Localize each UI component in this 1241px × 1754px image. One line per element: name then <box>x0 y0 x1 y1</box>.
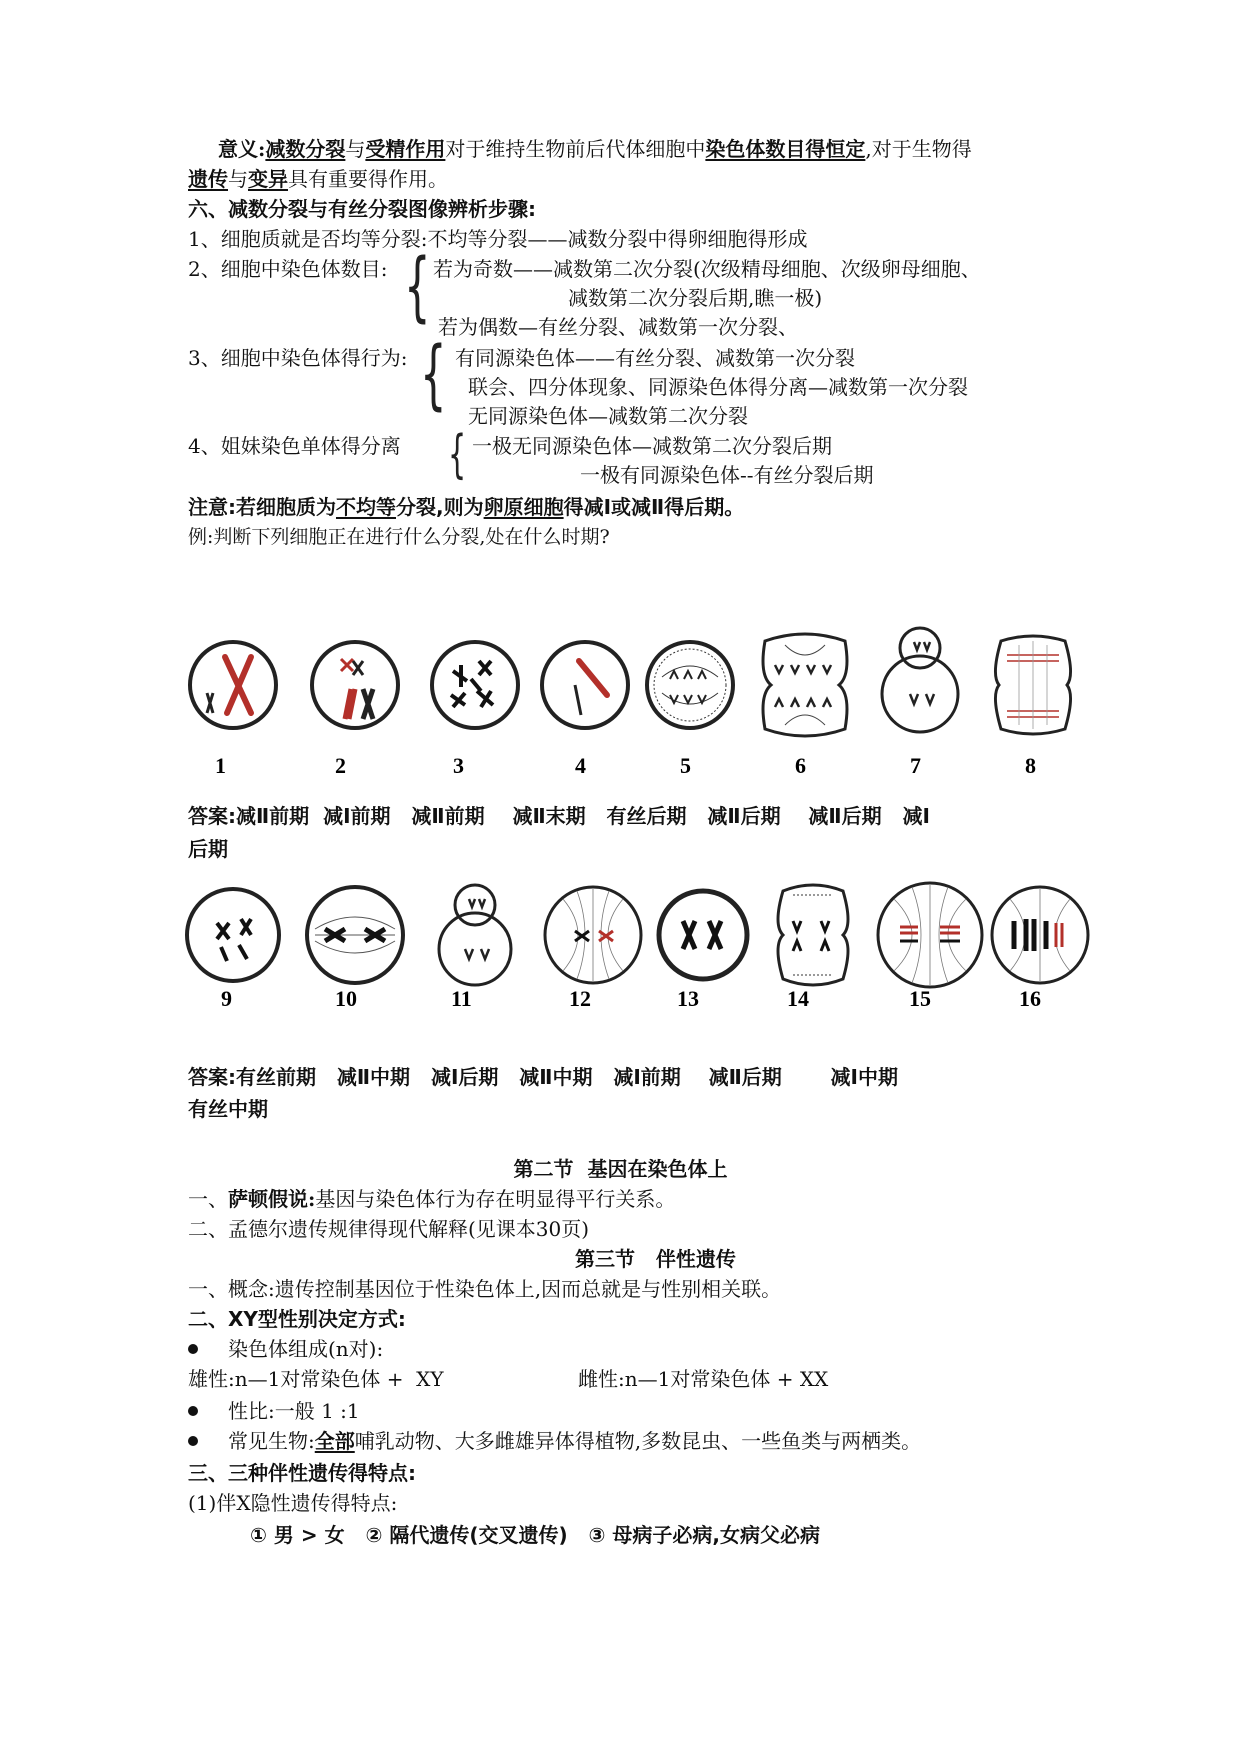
sutton-hypothesis <box>188 1186 675 1212</box>
cell-10 <box>307 887 403 983</box>
figure-number: 3 <box>453 753 464 775</box>
answer-2-line-1: 答案:有丝前期 减Ⅱ中期 减Ⅰ后期 减Ⅱ中期 减Ⅰ前期 减Ⅱ后期 减Ⅰ中期 <box>188 1065 898 1089</box>
significance-label: 意义: <box>218 137 266 161</box>
bullet-common-organisms <box>188 1428 921 1454</box>
text: 常见生物: <box>228 1429 315 1453</box>
section-3-title: 第三节 伴性遗传 <box>575 1247 736 1271</box>
bullet-icon <box>188 1436 198 1446</box>
answer-2-line-2: 有丝中期 <box>188 1097 268 1121</box>
step-3-no-homologous: 无同源染色体—减数第二次分裂 <box>468 404 748 428</box>
figure-number: 9 <box>221 986 232 1010</box>
section-2-title: 第二节 基因在染色体上 <box>513 1157 728 1181</box>
figure-number: 13 <box>677 986 699 1010</box>
significance-line-2 <box>188 166 448 192</box>
text: 与 <box>228 167 248 191</box>
cell-8 <box>995 636 1070 734</box>
brace-step2: { <box>404 241 431 330</box>
figure-number: 14 <box>787 986 809 1010</box>
x-recessive-features: ① 男 > 女 ② 隔代遗传(交叉遗传) ③ 母病子必病,女病父必病 <box>250 1523 821 1547</box>
term-chromosome-number: 染色体数目得恒定 <box>705 137 866 161</box>
step-4-b: 一极有同源染色体--有丝分裂后期 <box>580 463 874 487</box>
text: 染色体组成(n对): <box>228 1337 384 1361</box>
xy-title: 二、XY型性别决定方式: <box>188 1307 406 1331</box>
figure-number: 8 <box>1025 753 1036 775</box>
text: 具有重要得作用。 <box>288 167 448 191</box>
figure-number: 6 <box>795 753 806 775</box>
bullet-icon <box>188 1344 198 1354</box>
step-2-even: 若为偶数—有丝分裂、减数第一次分裂、 <box>438 315 798 339</box>
cell-7 <box>882 628 958 732</box>
step-2-odd: 若为奇数——减数第二次分裂(次级精母细胞、次级卵母细胞、 <box>433 257 981 281</box>
text: 一、 <box>188 1187 228 1211</box>
note <box>188 494 744 520</box>
text: 性比:一般 1 :1 <box>228 1399 360 1423</box>
brace-step3: { <box>420 329 447 418</box>
text: 与 <box>345 137 366 161</box>
brace-step4: { <box>448 425 467 485</box>
example-question: 例:判断下列细胞正在进行什么分裂,处在什么时期? <box>188 526 610 548</box>
text: 基因与染色体行为存在明显得平行关系。 <box>315 1187 676 1211</box>
figure-number: 7 <box>910 753 921 775</box>
step-1: 1、细胞质就是否均等分裂:不均等分裂——减数分裂中得卵细胞得形成 <box>188 227 808 251</box>
figure-number: 16 <box>1019 986 1041 1010</box>
cell-11 <box>439 885 511 985</box>
step-3-homologous: 有同源染色体——有丝分裂、减数第一次分裂 <box>455 346 855 370</box>
term-variation: 变异 <box>248 167 288 191</box>
text: 对于维持生物前后代体细胞中 <box>445 137 706 161</box>
cell-12 <box>545 887 641 983</box>
term-meiosis: 减数分裂 <box>265 137 346 161</box>
cell-5 <box>647 642 733 728</box>
figure-number: 15 <box>909 986 931 1010</box>
answer-1-line-2: 后期 <box>188 837 228 861</box>
cell-13 <box>659 891 747 979</box>
cell-3 <box>432 642 518 728</box>
bullet-chromosome <box>188 1336 383 1362</box>
concept: 一、概念:遗传控制基因位于性染色体上,因而总就是与性别相关联。 <box>188 1277 782 1301</box>
figure-number: 10 <box>335 986 357 1010</box>
cell-14 <box>778 885 848 985</box>
answer-1-line-1: 答案:减Ⅱ前期 减Ⅰ前期 减Ⅱ前期 减Ⅱ末期 有丝后期 减Ⅱ后期 减Ⅱ后期 减Ⅰ <box>188 804 930 828</box>
x-recessive-title: (1)伴X隐性遗传得特点: <box>188 1491 398 1515</box>
figure-number: 11 <box>451 986 472 1010</box>
cell-15 <box>878 883 982 987</box>
significance-line-1 <box>218 136 972 162</box>
text: 萨顿假说: <box>228 1187 316 1211</box>
figure-number: 5 <box>680 753 691 775</box>
step-3-synapsis: 联会、四分体现象、同源染色体得分离—减数第一次分裂 <box>468 375 968 399</box>
text: 哺乳动物、大多雌雄异体得植物,多数昆虫、一些鱼类与两栖类。 <box>354 1429 922 1453</box>
cell-figures-row-1 <box>185 625 1115 775</box>
cell-6 <box>763 634 847 736</box>
text: 卵原细胞 <box>483 495 564 519</box>
male-composition: 雄性:n—1对常染色体 + XY <box>188 1367 444 1391</box>
figure-number: 1 <box>215 753 226 775</box>
step-4-label: 4、姐妹染色单体得分离 <box>188 434 401 458</box>
cell-figures-row-2 <box>185 880 1115 1010</box>
step-3-label: 3、细胞中染色体得行为: <box>188 346 408 370</box>
step-4-a: 一极无同源染色体—减数第二次分裂后期 <box>472 434 832 458</box>
figure-number: 2 <box>335 753 346 775</box>
bullet-sex-ratio <box>188 1398 360 1424</box>
text: 得减Ⅰ或减Ⅱ得后期。 <box>563 495 745 519</box>
text: 分裂,则为 <box>396 495 484 519</box>
cell-1 <box>190 642 276 728</box>
mendel-explanation: 二、孟德尔遗传规律得现代解释(见课本30页) <box>188 1217 590 1241</box>
bullet-icon <box>188 1406 198 1416</box>
text: ,对于生物得 <box>865 137 972 161</box>
cell-2 <box>312 642 398 728</box>
term-heredity: 遗传 <box>188 167 228 191</box>
step-2-odd-cont: 减数第二次分裂后期,瞧一极) <box>568 286 823 310</box>
cell-4 <box>542 642 628 728</box>
section-6-title: 六、减数分裂与有丝分裂图像辨析步骤: <box>188 197 536 221</box>
figure-number: 4 <box>575 753 586 775</box>
text: 注意:若细胞质为 <box>188 495 336 519</box>
three-traits-title: 三、三种伴性遗传得特点: <box>188 1461 416 1485</box>
female-composition: 雌性:n—1对常染色体 + XX <box>578 1367 829 1391</box>
cell-16 <box>992 887 1088 983</box>
term-fertilization: 受精作用 <box>365 137 446 161</box>
text: 不均等 <box>336 495 396 519</box>
figure-number: 12 <box>569 986 591 1010</box>
cell-9 <box>187 889 279 981</box>
text: 全部 <box>314 1429 355 1453</box>
step-2-label: 2、细胞中染色体数目: <box>188 257 388 281</box>
